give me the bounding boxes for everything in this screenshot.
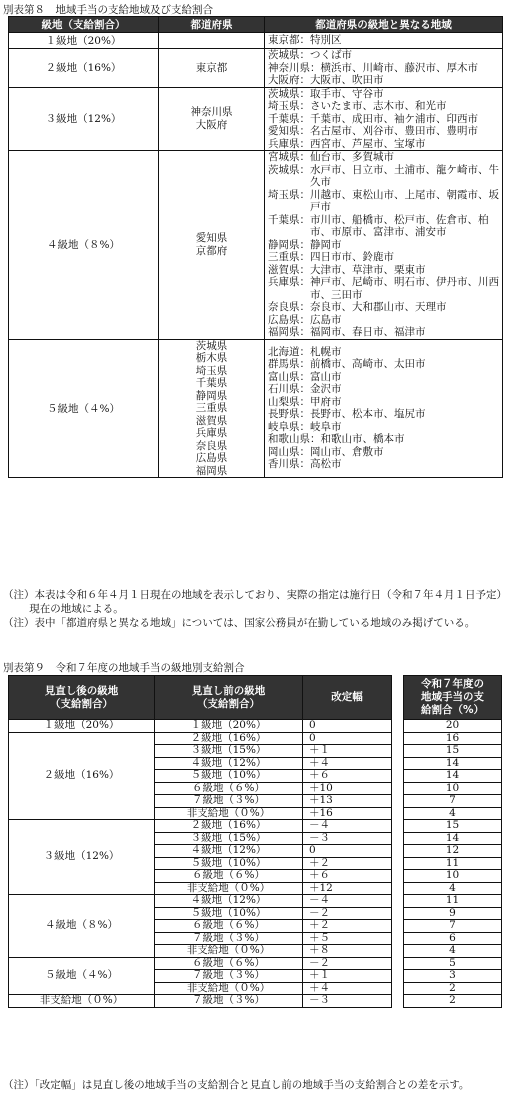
before-level-cell: ７級地（３%） <box>155 795 303 808</box>
city-names: 神戸市、尼崎市、明石市、伊丹市、川西市、三田市 <box>310 276 499 301</box>
fy7-rate-row <box>404 857 502 870</box>
prefecture-name: 三重県 <box>195 402 228 414</box>
after-level-cell: 非支給地（０%） <box>9 995 155 1008</box>
prefecture-name: 埼玉県 <box>195 364 228 377</box>
revision-width-cell: －３ <box>303 995 392 1008</box>
city-names: 高松市 <box>310 458 342 471</box>
city-prefecture: 埼玉県： <box>268 188 310 201</box>
fy7-rate-row <box>404 982 502 995</box>
city-entry <box>268 408 502 421</box>
city-prefecture: 岡山県： <box>268 445 310 458</box>
fy7-rate-cell: 10 <box>404 782 502 795</box>
city-entry <box>268 421 502 434</box>
rate-row <box>9 720 392 733</box>
city-names: 名古屋市、刈谷市、豊田市、豊明市 <box>310 125 478 137</box>
fy7-rate-row <box>404 757 502 770</box>
header-revision-width: 改定幅 <box>303 676 392 720</box>
revision-width-cell: ＋１ <box>303 745 392 758</box>
city-prefecture: 東京都： <box>268 34 310 47</box>
rate-row <box>9 820 392 833</box>
city-entry <box>268 326 502 339</box>
revision-width-cell: ＋16 <box>303 807 392 820</box>
prefecture-name: 神奈川県 <box>190 106 233 119</box>
prefecture-cell <box>159 49 265 88</box>
fy7-rate-row <box>404 745 502 758</box>
city-entry <box>268 371 502 384</box>
after-level-cell: １級地（20%） <box>9 720 155 733</box>
city-names: 甲府市 <box>310 395 342 408</box>
city-prefecture: 千葉県： <box>268 112 310 125</box>
prefecture-name: 京都府 <box>195 244 228 257</box>
area-row <box>9 339 503 478</box>
prefecture-cell <box>159 87 265 151</box>
table8-note-2: （注）表中「都道府県と異なる地域」については、国家公務員が在勤している地域のみ掲げている。 <box>3 617 476 629</box>
revision-width-cell: ＋１ <box>303 970 392 983</box>
city-prefecture: 広島県： <box>268 313 310 326</box>
city-prefecture: 山梨県： <box>268 395 310 408</box>
revision-width-cell: ＋６ <box>303 870 392 883</box>
before-level-cell: ４級地（12%） <box>155 757 303 770</box>
city-entry <box>268 276 502 301</box>
fy7-rate-cell: 11 <box>404 857 502 870</box>
city-prefecture: 千葉県： <box>268 213 310 226</box>
table8-notes <box>3 588 505 630</box>
fy7-rate-row <box>404 957 502 970</box>
fy7-rate-cell: 12 <box>404 845 502 858</box>
fy7-rate-row <box>404 770 502 783</box>
other-area-cell <box>265 87 503 151</box>
revision-width-cell: ＋４ <box>303 757 392 770</box>
revision-width-cell: －４ <box>303 820 392 833</box>
fy7-rate-row <box>404 932 502 945</box>
prefecture-name: 大阪府 <box>195 118 228 131</box>
level-cell: ３級地（12%） <box>9 87 159 151</box>
city-prefecture: 北海道： <box>268 345 310 358</box>
rate-row <box>9 732 392 745</box>
prefecture-name: 栃木県 <box>195 352 228 364</box>
city-prefecture: 岐阜県： <box>268 420 310 433</box>
header-prefecture: 都道府県 <box>159 17 265 33</box>
level-cell: ４級地（８%） <box>9 151 159 340</box>
after-level-cell: ５級地（４%） <box>9 957 155 995</box>
city-prefecture: 香川県： <box>268 458 310 471</box>
city-entry <box>268 346 502 359</box>
revision-width-cell: 0 <box>303 845 392 858</box>
city-prefecture: 静岡県： <box>268 238 310 251</box>
fy7-rate-cell: 7 <box>404 920 502 933</box>
before-level-cell: １級地（20%） <box>155 720 303 733</box>
city-names: 札幌市 <box>310 345 342 358</box>
revision-width-cell: －４ <box>303 895 392 908</box>
area-row <box>9 49 503 88</box>
city-names: 岡山市、倉敷市 <box>310 445 384 458</box>
fy7-rate-cell: 2 <box>404 982 502 995</box>
other-area-cell <box>265 339 503 478</box>
city-names: 取手市、守谷市 <box>310 87 384 100</box>
city-names: 和歌山市、橋本市 <box>320 433 405 446</box>
header-level: 級地（支給割合） <box>9 17 159 33</box>
after-level-cell: ２級地（16%） <box>9 732 155 820</box>
other-area-cell <box>265 49 503 88</box>
city-prefecture: 和歌山県： <box>268 433 321 446</box>
fy7-rate-row <box>404 907 502 920</box>
fy7-rate-row <box>404 870 502 883</box>
fy7-rate-cell: 10 <box>404 870 502 883</box>
fy7-rate-cell: 15 <box>404 820 502 833</box>
level-cell: １級地（20%） <box>9 33 159 49</box>
level-cell: ５級地（４%） <box>9 339 159 478</box>
header-before-level: 見直し前の級地（支給割合） <box>155 676 303 720</box>
fy7-rate-row <box>404 945 502 958</box>
city-entry <box>268 88 502 101</box>
city-entry <box>268 264 502 277</box>
city-names: 仙台市、多賀城市 <box>310 151 394 163</box>
city-names: 金沢市 <box>310 383 342 396</box>
revision-width-cell: －２ <box>303 907 392 920</box>
prefecture-name: 静岡県 <box>195 389 228 402</box>
fy7-rate-cell: 4 <box>404 882 502 895</box>
fy7-rate-row <box>404 732 502 745</box>
city-prefecture: 兵庫県： <box>268 276 310 288</box>
header-other-areas: 都道府県の級地と異なる地域 <box>265 17 503 33</box>
fy7-rate-cell: 15 <box>404 745 502 758</box>
city-prefecture: 愛知県： <box>268 125 310 137</box>
city-prefecture: 滋賀県： <box>268 263 310 276</box>
before-level-cell: ３級地（15%） <box>155 832 303 845</box>
prefecture-cell <box>159 151 265 340</box>
city-entry <box>268 446 502 459</box>
city-names: 長野市、松本市、塩尻市 <box>310 408 426 421</box>
rate-row <box>9 995 392 1008</box>
city-prefecture: 埼玉県： <box>268 100 310 112</box>
prefecture-name: 広島県 <box>195 452 228 464</box>
city-names: 大阪市、吹田市 <box>310 74 384 86</box>
city-entry <box>268 358 502 371</box>
header-after-level: 見直し後の級地（支給割合） <box>9 676 155 720</box>
city-entry <box>268 383 502 396</box>
before-level-cell: ２級地（16%） <box>155 820 303 833</box>
area-row <box>9 151 503 340</box>
prefecture-name: 福岡県 <box>195 464 228 477</box>
revision-width-cell: ＋10 <box>303 782 392 795</box>
revision-width-cell: ＋13 <box>303 795 392 808</box>
revision-width-cell: －２ <box>303 957 392 970</box>
other-area-cell <box>265 151 503 340</box>
city-entry <box>268 62 502 75</box>
city-names: 大津市、草津市、栗東市 <box>310 263 426 276</box>
city-names: 水戸市、日立市、土浦市、龍ケ崎市、牛久市 <box>310 163 499 188</box>
fy7-rate-table <box>403 675 502 1008</box>
fy7-rate-cell: 14 <box>404 770 502 783</box>
fy7-rate-cell: 14 <box>404 832 502 845</box>
before-level-cell: 非支給地（０%） <box>155 882 303 895</box>
city-entry <box>268 214 502 239</box>
city-names: さいたま市、志木市、和光市 <box>310 100 447 112</box>
city-entry <box>268 251 502 264</box>
city-names: 四日市市、鈴鹿市 <box>310 251 394 263</box>
before-level-cell: ７級地（３%） <box>155 932 303 945</box>
revision-width-cell: ＋６ <box>303 770 392 783</box>
fy7-rate-cell: 4 <box>404 807 502 820</box>
city-names: 富山市 <box>310 370 342 383</box>
other-area-cell <box>265 33 503 49</box>
fy7-rate-row <box>404 820 502 833</box>
table9-note: （注）「改定幅」は見直し後の地域手当の支給割合と見直し前の地域手当の支給割合との差を示す。 <box>3 1079 470 1091</box>
fy7-rate-cell: 2 <box>404 995 502 1008</box>
city-entry <box>268 189 502 214</box>
city-entry <box>268 151 502 164</box>
prefecture-cell <box>159 339 265 478</box>
fy7-rate-cell: 7 <box>404 795 502 808</box>
level-cell: ２級地（16%） <box>9 49 159 88</box>
before-level-cell: 非支給地（０%） <box>155 945 303 958</box>
fy7-rate-row <box>404 920 502 933</box>
city-prefecture: 群馬県： <box>268 358 310 371</box>
revision-width-cell: 0 <box>303 732 392 745</box>
fy7-rate-row <box>404 807 502 820</box>
fy7-rate-cell: 14 <box>404 757 502 770</box>
regional-allowance-area-table <box>8 16 503 478</box>
revision-width-cell: －３ <box>303 832 392 845</box>
prefecture-name: 千葉県 <box>195 377 228 389</box>
city-names: 岐阜市 <box>310 420 342 433</box>
city-entry <box>268 113 502 126</box>
revision-width-cell: ＋５ <box>303 932 392 945</box>
city-prefecture: 宮城県： <box>268 151 310 163</box>
prefecture-name: 茨城県 <box>195 339 228 352</box>
before-level-cell: 非支給地（０%） <box>155 807 303 820</box>
rate-by-level-table <box>8 675 392 1008</box>
revision-width-cell: ＋８ <box>303 945 392 958</box>
before-level-cell: ２級地（16%） <box>155 732 303 745</box>
fy7-rate-cell: 6 <box>404 932 502 945</box>
city-names: 福岡市、春日市、福津市 <box>310 326 426 338</box>
city-entry <box>268 301 502 314</box>
before-level-cell: ３級地（15%） <box>155 745 303 758</box>
before-level-cell: ６級地（６%） <box>155 920 303 933</box>
fy7-rate-row <box>404 782 502 795</box>
fy7-rate-cell: 3 <box>404 970 502 983</box>
before-level-cell: ４級地（12%） <box>155 845 303 858</box>
fy7-rate-row <box>404 832 502 845</box>
city-prefecture: 長野県： <box>268 408 310 421</box>
city-names: 特別区 <box>310 34 342 47</box>
city-prefecture: 福岡県： <box>268 326 310 338</box>
city-entry <box>268 458 502 471</box>
city-entry <box>268 314 502 327</box>
city-entry <box>268 74 502 87</box>
area-row <box>9 87 503 151</box>
revision-width-cell: ＋２ <box>303 857 392 870</box>
area-row <box>9 33 503 49</box>
city-entry <box>268 49 502 62</box>
city-prefecture: 兵庫県： <box>268 137 310 150</box>
table9-title: 別表第９ 令和７年度の地域手当の級地別支給割合 <box>3 662 245 674</box>
city-names: 広島市 <box>310 313 342 326</box>
fy7-rate-cell: 4 <box>404 945 502 958</box>
city-prefecture: 神奈川県： <box>268 61 321 74</box>
table8-note-1: （注）本表は令和６年４月１日現在の地域を表示しており、実際の指定は施行日（令和７年４月１日予定）現在の地域による。 <box>3 589 502 615</box>
before-level-cell: ７級地（３%） <box>155 970 303 983</box>
city-names: 横浜市、川崎市、藤沢市、厚木市 <box>320 61 478 74</box>
before-level-cell: ７級地（３%） <box>155 995 303 1008</box>
city-entry <box>268 100 502 113</box>
fy7-rate-row <box>404 845 502 858</box>
revision-width-cell: ＋２ <box>303 920 392 933</box>
before-level-cell: ５級地（10%） <box>155 770 303 783</box>
city-entry <box>268 138 502 151</box>
fy7-rate-row <box>404 995 502 1008</box>
fy7-rate-row <box>404 795 502 808</box>
before-level-cell: ６級地（６%） <box>155 957 303 970</box>
city-prefecture: 三重県： <box>268 251 310 263</box>
revision-width-cell: ＋４ <box>303 982 392 995</box>
prefecture-name: 滋賀県 <box>195 414 228 427</box>
city-prefecture: 茨城県： <box>268 87 310 100</box>
city-prefecture: 茨城県： <box>268 163 310 176</box>
city-entry <box>268 433 502 446</box>
fy7-rate-row <box>404 882 502 895</box>
city-entry <box>268 125 502 138</box>
city-entry <box>268 34 502 47</box>
city-prefecture: 奈良県： <box>268 301 310 313</box>
city-prefecture: 富山県： <box>268 370 310 383</box>
city-names: 西宮市、芦屋市、宝塚市 <box>310 137 426 150</box>
city-names: 川越市、東松山市、上尾市、朝霞市、坂戸市 <box>310 188 499 213</box>
fy7-rate-cell: 20 <box>404 720 502 733</box>
city-entry <box>268 239 502 252</box>
city-entry <box>268 396 502 409</box>
prefecture-name: 東京都 <box>195 61 228 74</box>
city-prefecture: 茨城県： <box>268 49 310 61</box>
city-names: 前橋市、高崎市、太田市 <box>310 358 426 371</box>
fy7-rate-cell: 11 <box>404 895 502 908</box>
before-level-cell: ４級地（12%） <box>155 895 303 908</box>
prefecture-cell <box>159 33 265 49</box>
header-fy7-rate: 令和７年度の地域手当の支給割合（%） <box>404 676 502 720</box>
fy7-rate-row <box>404 895 502 908</box>
prefecture-name: 愛知県 <box>195 232 228 245</box>
rate-row <box>9 895 392 908</box>
rate-row <box>9 957 392 970</box>
city-entry <box>268 164 502 189</box>
city-names: 静岡市 <box>310 238 342 251</box>
fy7-rate-row <box>404 970 502 983</box>
prefecture-name: 奈良県 <box>195 439 228 452</box>
after-level-cell: ３級地（12%） <box>9 820 155 895</box>
prefecture-name: 兵庫県 <box>195 427 228 439</box>
city-prefecture: 大阪府： <box>268 74 310 86</box>
city-names: 奈良市、大和郡山市、天理市 <box>310 301 447 313</box>
before-level-cell: ５級地（10%） <box>155 857 303 870</box>
fy7-rate-cell: 16 <box>404 732 502 745</box>
before-level-cell: ５級地（10%） <box>155 907 303 920</box>
fy7-rate-cell: 9 <box>404 907 502 920</box>
after-level-cell: ４級地（８%） <box>9 895 155 958</box>
before-level-cell: ６級地（６%） <box>155 782 303 795</box>
before-level-cell: ６級地（６%） <box>155 870 303 883</box>
city-prefecture: 石川県： <box>268 383 310 396</box>
revision-width-cell: ＋12 <box>303 882 392 895</box>
city-names: つくば市 <box>310 49 352 61</box>
revision-width-cell: 0 <box>303 720 392 733</box>
before-level-cell: 非支給地（０%） <box>155 982 303 995</box>
fy7-rate-row <box>404 720 502 733</box>
city-names: 千葉市、成田市、袖ケ浦市、印西市 <box>310 112 478 125</box>
table8-title: 別表第８ 地域手当の支給地域及び支給割合 <box>3 4 213 16</box>
fy7-rate-cell: 5 <box>404 957 502 970</box>
city-names: 市川市、船橋市、松戸市、佐倉市、柏市、市原市、富津市、浦安市 <box>310 213 489 238</box>
